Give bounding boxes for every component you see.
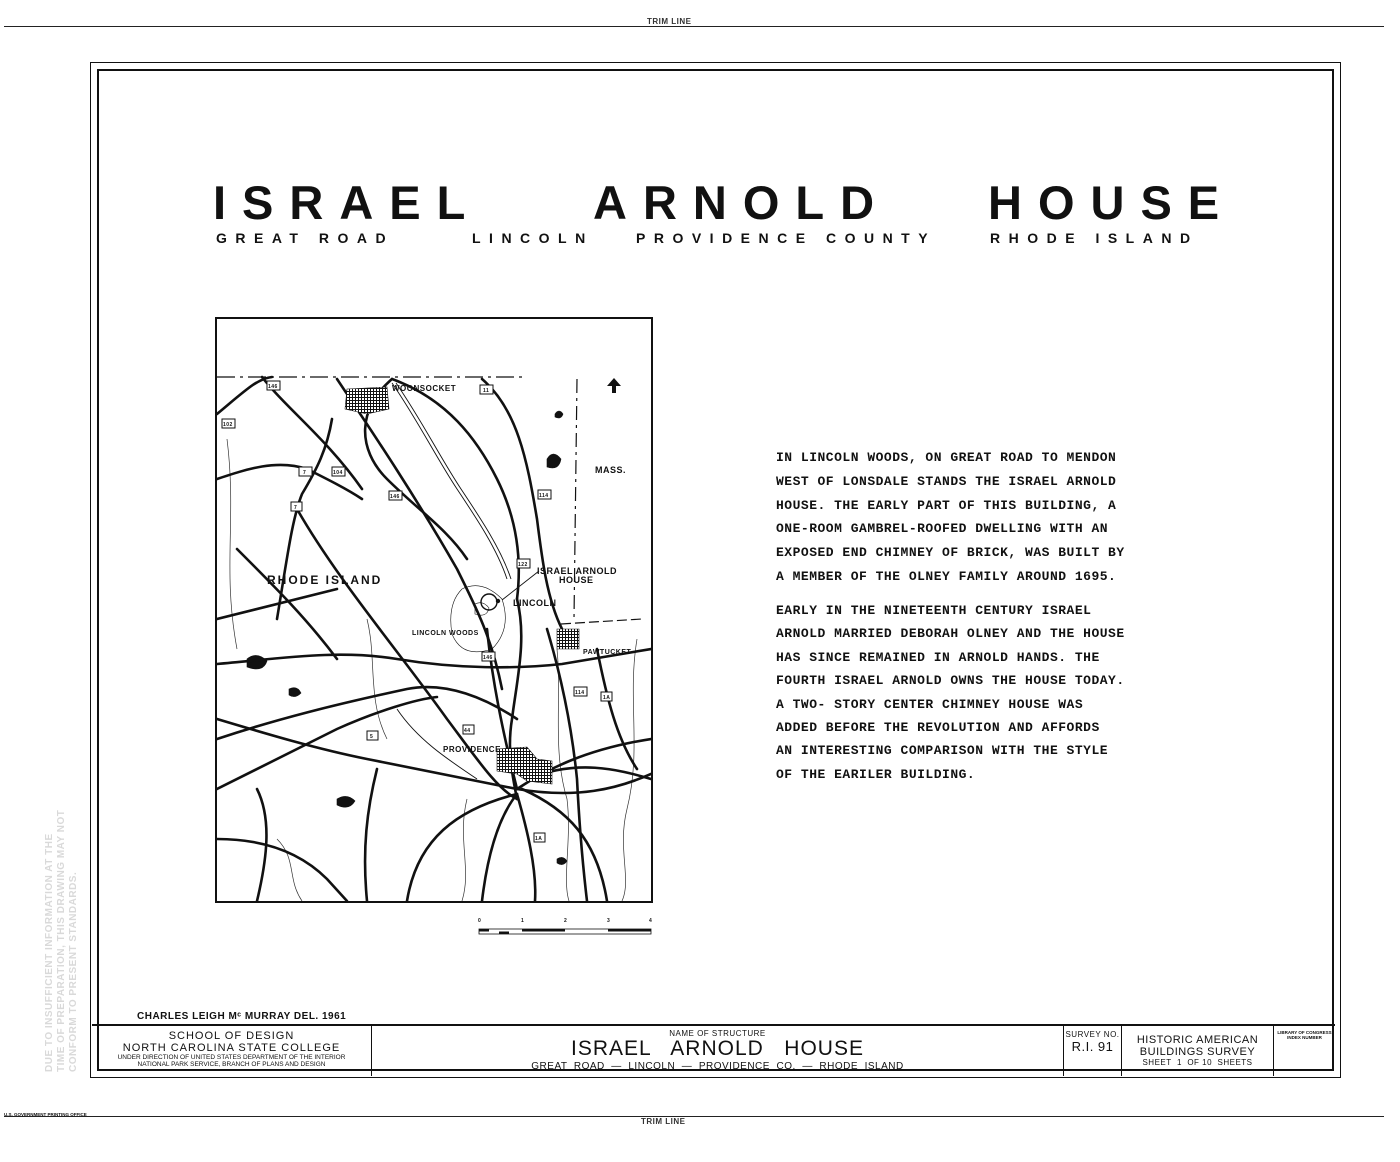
title-block-habs	[1122, 1026, 1274, 1076]
map-label-house: HOUSE	[559, 575, 594, 585]
delineator-credit: CHARLES LEIGH Mᶜ MURRAY DEL. 1961	[137, 1011, 347, 1022]
printer-note: U.S. GOVERNMENT PRINTING OFFICE	[4, 1112, 87, 1117]
description-line: ADDED BEFORE THE REVOLUTION AND AFFORDS	[776, 720, 1100, 736]
college-name: NORTH CAROLINA STATE COLLEGE	[122, 1042, 341, 1054]
description-paragraph-2	[776, 599, 1206, 786]
title-block	[92, 1024, 1335, 1076]
title-word-arnold: ARNOLD	[593, 176, 891, 229]
description-line: HAS SINCE REMAINED IN ARNOLD HANDS. THE	[776, 649, 1100, 665]
margin-stamp	[40, 809, 100, 1080]
map-scale-bar	[478, 916, 656, 938]
map-label-pawtucket: PAWTUCKET	[583, 649, 632, 656]
margin-stamp-line: DUE TO INSUFFICIENT INFORMATION AT THE	[44, 833, 55, 1072]
title-word-house: HOUSE	[988, 176, 1236, 229]
trim-line-bottom	[4, 1116, 1384, 1117]
route-label: 102	[223, 422, 233, 428]
map-label-lincoln-woods: LINCOLN WOODS	[412, 630, 479, 637]
map-label-mass: MASS.	[595, 465, 627, 475]
loc-line-1: LIBRARY OF CONGRESS	[1277, 1030, 1332, 1035]
description-line: EARLY IN THE NINETEENTH CENTURY ISRAEL	[776, 603, 1092, 618]
margin-stamp-line: CONFORM TO PRESENT STANDARDS.	[68, 871, 79, 1072]
description-line: HOUSE. THE EARLY PART OF THIS BUILDING, A	[776, 497, 1117, 513]
margin-stamp-line: TIME OF PREPARATION, THIS DRAWING MAY NOT	[56, 809, 67, 1072]
title-block-loc	[1274, 1026, 1335, 1076]
north-arrow-icon	[607, 378, 621, 393]
description-line: ONE-ROOM GAMBREL-ROOFED DWELLING WITH AN	[776, 521, 1109, 537]
route-label: 146	[483, 655, 493, 661]
scale-label: 4	[649, 918, 653, 924]
structure-name: ISRAEL ARNOLD HOUSE	[571, 1037, 864, 1060]
description-line: EXPOSED END CHIMNEY OF BRICK, WAS BUILT BY	[776, 545, 1125, 561]
survey-number-header: SURVEY NO.	[1065, 1030, 1120, 1039]
route-label: 114	[539, 493, 549, 499]
survey-number: R.I. 91	[1071, 1039, 1114, 1054]
route-label: 11	[483, 388, 490, 394]
sheet-number: SHEET 1 OF 10 SHEETS	[1142, 1058, 1253, 1067]
description-line: A TWO- STORY CENTER CHIMNEY HOUSE WAS	[776, 696, 1084, 712]
scale-label: 0	[478, 918, 482, 924]
map-label-woonsocket: WOONSOCKET	[392, 384, 457, 393]
route-label: 5	[370, 734, 374, 740]
map-label-lincoln: LINCOLN	[513, 598, 557, 608]
map-scale-bar-drawing	[478, 916, 656, 938]
scale-label: 1	[521, 918, 525, 924]
title-block-structure	[372, 1026, 1064, 1076]
route-label: 1A	[603, 695, 611, 701]
title-block-school	[92, 1026, 372, 1076]
route-label: 1A	[535, 836, 543, 842]
route-label: 122	[518, 562, 528, 568]
scale-label: 3	[607, 918, 611, 924]
route-label: 114	[575, 690, 585, 696]
route-label: 104	[333, 470, 343, 476]
title-word-israel: ISRAEL	[213, 176, 482, 229]
direction-line-2: NATIONAL PARK SERVICE, BRANCH OF PLANS AND DESIGN	[137, 1061, 326, 1068]
trim-line-bottom-label: TRIM LINE	[641, 1117, 686, 1126]
route-label: 44	[464, 728, 471, 734]
school-name: SCHOOL OF DESIGN	[168, 1030, 295, 1042]
direction-line-1: UNDER DIRECTION OF UNITED STATES DEPARTMENT OF THE INTERIOR	[117, 1054, 346, 1061]
route-label: 7	[303, 470, 307, 476]
description-line: WEST OF LONSDALE STANDS THE ISRAEL ARNOLD	[776, 473, 1117, 489]
route-label: 7	[294, 505, 298, 511]
trim-line-top	[4, 26, 1384, 27]
habs-line-2: BUILDINGS SURVEY	[1139, 1046, 1256, 1058]
map-label-israel-arnold: ISRAEL ARNOLD	[537, 566, 618, 576]
title-block-survey	[1064, 1026, 1122, 1076]
description-paragraph-1	[776, 446, 1206, 589]
location-map-drawing	[217, 319, 651, 901]
subtitle-great-road: GREAT ROAD	[216, 230, 395, 246]
description-line: AN INTERESTING COMPARISON WITH THE STYLE	[776, 743, 1109, 759]
map-label-providence: PROVIDENCE	[443, 745, 501, 754]
description-line: IN LINCOLN WOODS, ON GREAT ROAD TO MENDON	[776, 450, 1117, 465]
subtitle-state: RHODE ISLAND	[990, 230, 1199, 246]
route-label: 146	[268, 384, 278, 390]
subtitle-county: PROVIDENCE COUNTY	[636, 230, 937, 246]
description-line: FOURTH ISRAEL ARNOLD OWNS THE HOUSE TODAY.	[776, 673, 1125, 689]
name-of-structure-header: NAME OF STRUCTURE	[669, 1029, 766, 1038]
structure-location: GREAT ROAD — LINCOLN — PROVIDENCE CO. — RHODE ISLAND	[531, 1061, 904, 1072]
route-label: 146	[390, 494, 400, 500]
scale-label: 2	[564, 918, 568, 924]
description-line: OF THE EARILER BUILDING.	[776, 766, 976, 782]
map-label-rhode-island: RHODE ISLAND	[267, 573, 383, 587]
description-line: ARNOLD MARRIED DEBORAH OLNEY AND THE HOUSE	[776, 626, 1125, 642]
habs-line-1: HISTORIC AMERICAN	[1136, 1034, 1259, 1046]
subtitle-lincoln: LINCOLN	[472, 230, 594, 246]
trim-line-top-label: TRIM LINE	[647, 17, 692, 26]
location-map	[215, 317, 653, 903]
description-line: A MEMBER OF THE OLNEY FAMILY AROUND 1695.	[776, 568, 1117, 584]
loc-line-2: INDEX NUMBER	[1287, 1035, 1322, 1040]
